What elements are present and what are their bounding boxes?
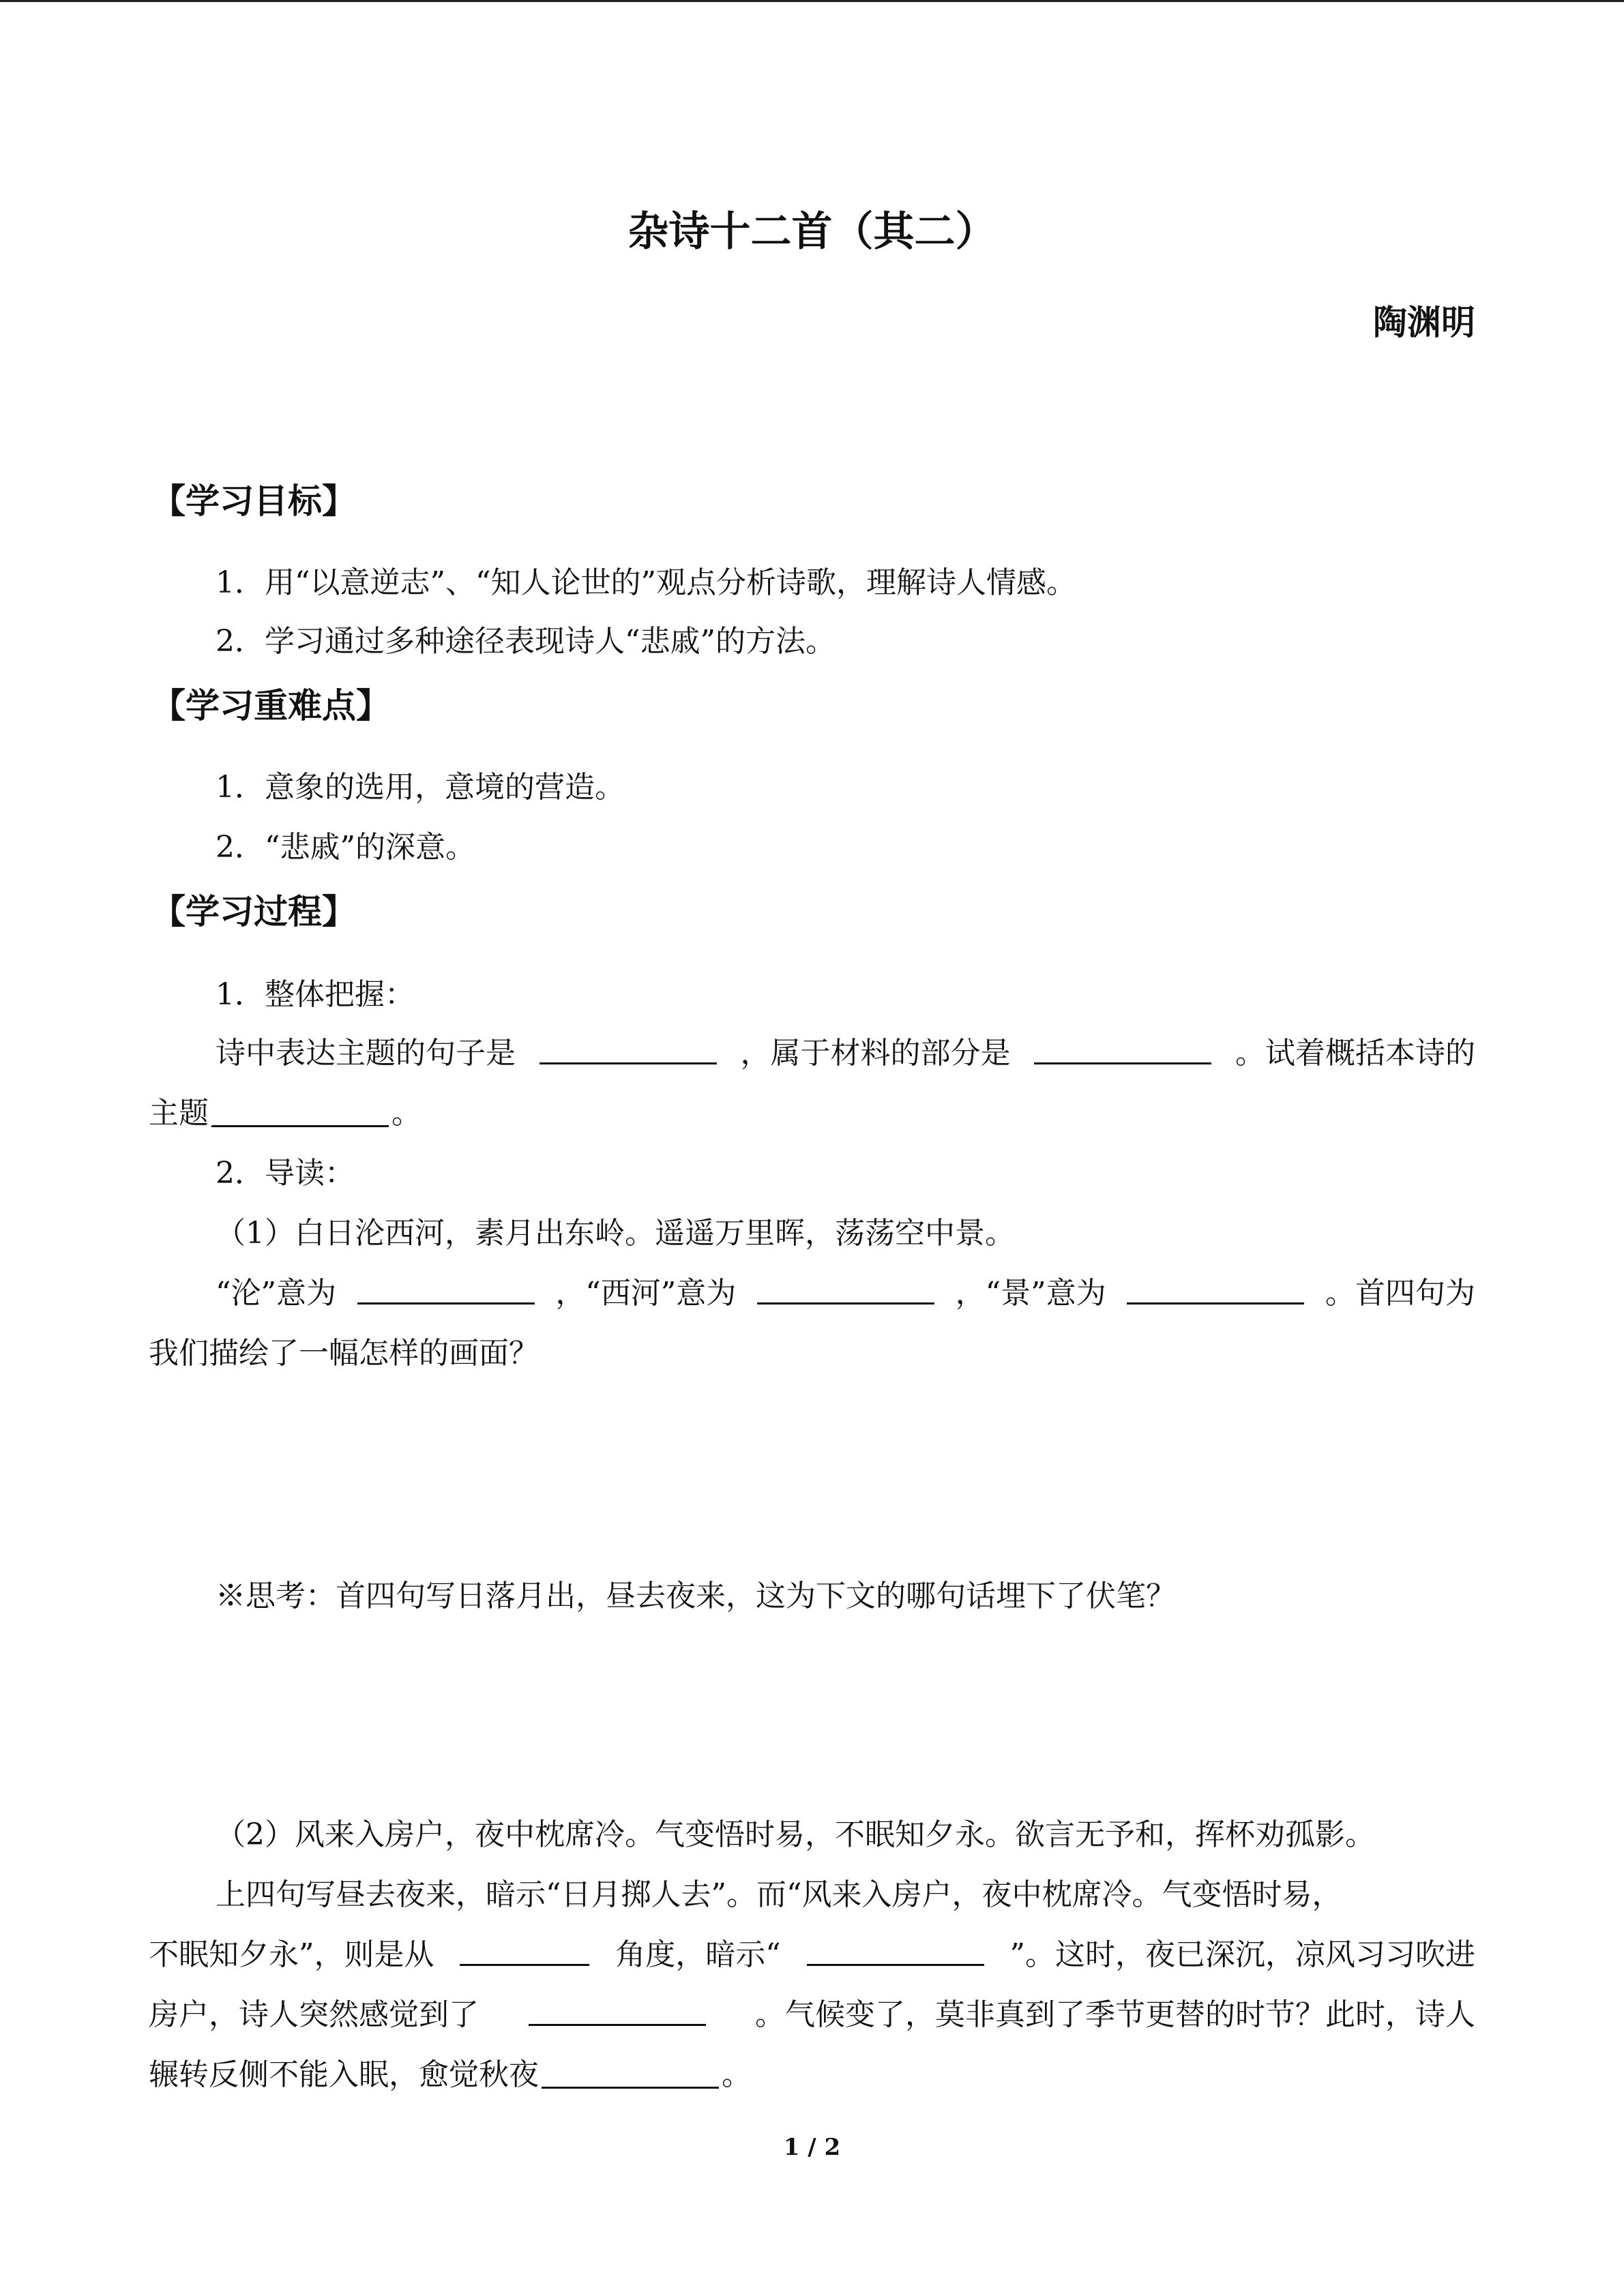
blank-implication[interactable] (807, 1934, 984, 1966)
goal-item-2: 2．学习通过多种途径表现诗人“悲戚”的方法。 (216, 624, 836, 659)
blank-jing-meaning[interactable] (1127, 1272, 1304, 1304)
part2-text-c: ”。这时，夜已深沉，凉风习习吹进 (1009, 1937, 1475, 1972)
page-top-border (0, 0, 1624, 2)
part1-question-line-2: 我们描绘了一幅怎样的画面？ (149, 1336, 539, 1371)
part2-text-g: 。 (722, 2057, 752, 2092)
step1-text-b: ，属于材料的部分是 (740, 1036, 1011, 1071)
part2-line-4 (149, 2054, 752, 2096)
step2-label: 2．导读： (216, 1156, 355, 1191)
blank-perspective[interactable] (460, 1934, 589, 1966)
part1-text-a: “沦”意为 (216, 1276, 336, 1311)
blank-material-part[interactable] (1034, 1032, 1211, 1064)
heading-process: 【学习过程】 (151, 892, 356, 931)
key-point-item-1: 1．意象的选用，意境的营造。 (216, 770, 625, 805)
heading-goals: 【学习目标】 (151, 481, 356, 521)
part1-text-c: ，“景”意为 (955, 1276, 1106, 1311)
step1-text-e: 。 (392, 1096, 422, 1131)
part2-text-b: 角度，暗示“ (615, 1937, 781, 1972)
step1-text-d: 主题 (149, 1096, 209, 1131)
blank-feeling[interactable] (529, 1994, 706, 2026)
part2-poem: （2）风来入房户，夜中枕席冷。气变悟时易，不眠知夕永。欲言无予和，挥杯劝孤影。 (216, 1817, 1375, 1852)
blank-xihe-meaning[interactable] (757, 1272, 934, 1304)
part1-poem: （1）白日沦西河，素月出东岭。遥遥万里晖，荡荡空中景。 (216, 1216, 1015, 1251)
part2-line-1: 上四句写昼去夜来，暗示“日月掷人去”。而“风来入房户，夜中枕席冷。气变悟时易， (216, 1877, 1342, 1912)
blank-poem-theme[interactable] (211, 1095, 389, 1127)
think-question: ※思考：首四句写日落月出，昼去夜来，这为下文的哪句话埋下了伏笔？ (216, 1579, 1176, 1613)
part2-text-e: 。气候变了，莫非真到了季节更替的时节？此时，诗人 (755, 1997, 1475, 2032)
key-point-item-2: 2．“悲戚”的深意。 (216, 830, 475, 865)
document-author: 陶渊明 (1373, 303, 1475, 342)
part2-text-d: 房户，诗人突然感觉到了 (149, 1997, 479, 2032)
part1-text-d: 。首四句为 (1325, 1276, 1475, 1311)
page-number: 1 / 2 (783, 2134, 841, 2161)
blank-autumn-night[interactable] (542, 2057, 719, 2089)
step1-line-2 (149, 1092, 422, 1135)
step1-text-a: 诗中表达主题的句子是 (216, 1036, 516, 1071)
document-title: 杂诗十二首（其二） (628, 208, 996, 256)
part2-text-a: 不眠知夕永”，则是从 (149, 1937, 434, 1972)
part2-line-2 (149, 1934, 1475, 1976)
part1-question-line-1 (216, 1272, 1475, 1315)
goal-item-1: 1．用“以意逆志”、“知人论世的”观点分析诗歌，理解诗人情感。 (216, 565, 1076, 600)
heading-key-points: 【学习重难点】 (151, 686, 390, 726)
step1-label: 1．整体把握： (216, 977, 415, 1012)
part1-text-b: ，“西河”意为 (555, 1276, 737, 1311)
step1-line-1 (216, 1032, 1475, 1075)
blank-theme-sentence[interactable] (540, 1032, 717, 1064)
part2-text-f: 辗转反侧不能入眠，愈觉秋夜 (149, 2057, 539, 2092)
part2-line-3 (149, 1994, 1475, 2036)
blank-lun-meaning[interactable] (357, 1272, 535, 1304)
step1-text-c: 。试着概括本诗的 (1235, 1036, 1475, 1071)
